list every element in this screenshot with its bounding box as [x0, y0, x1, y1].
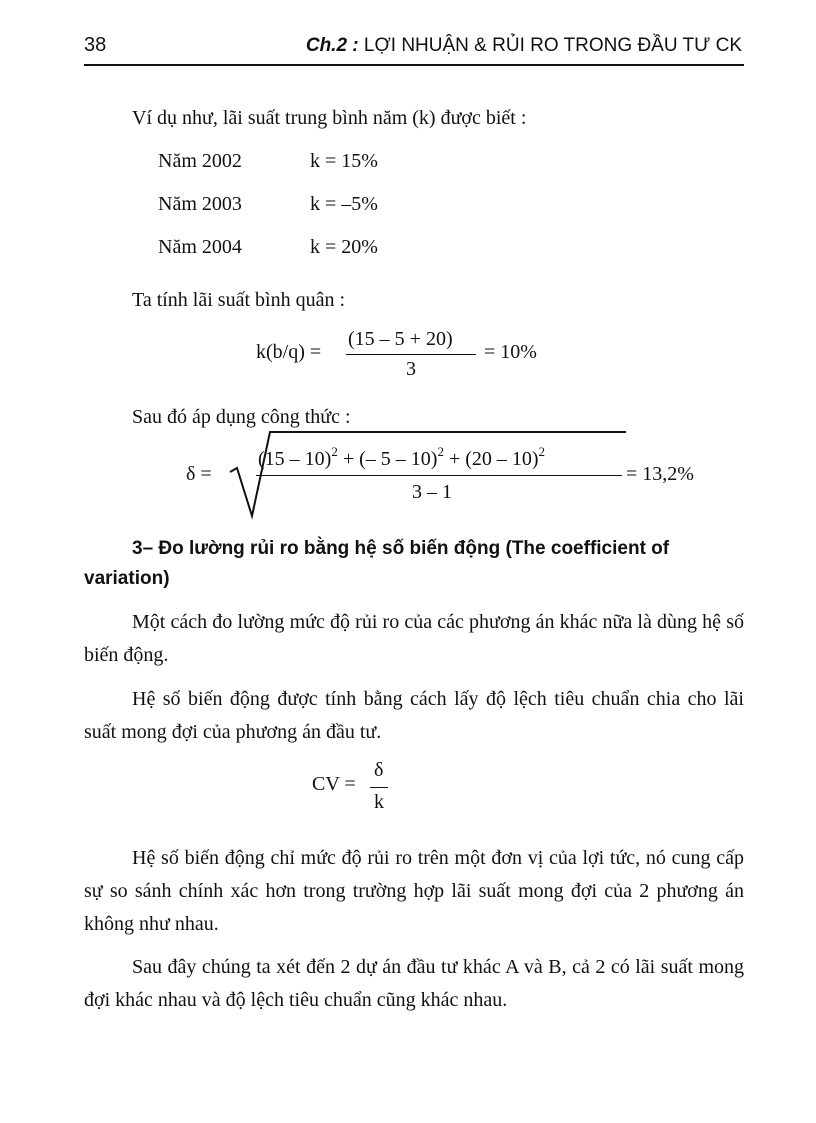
year-label: Năm 2002 — [158, 150, 242, 172]
average-numerator: (15 – 5 + 20) — [348, 328, 453, 350]
year-value: k = 15% — [310, 150, 378, 172]
average-lhs: k(b/q) = — [256, 341, 322, 363]
std-dev-denominator: 3 – 1 — [412, 481, 452, 503]
year-row — [158, 150, 378, 173]
year-value: k = 20% — [310, 236, 378, 258]
square-root-sign — [228, 428, 628, 520]
std-dev-lhs: δ = — [186, 463, 212, 485]
fraction-bar — [256, 475, 622, 476]
average-intro: Ta tính lãi suất bình quân : — [132, 289, 346, 311]
cv-denominator: k — [374, 791, 384, 813]
paragraph: Sau đây chúng ta xét đến 2 dự án đầu tư khác A và B, cả 2 có lãi suất mong đợi khác nhau và độ lệch tiêu chuẩn cũng khác nhau. — [84, 956, 744, 1011]
paragraph: Một cách đo lường mức độ rủi ro của các phương án khác nữa là dùng hệ số biến động. — [84, 611, 744, 666]
chapter-title: LỢI NHUẬN & RỦI RO TRONG ĐẦU TƯ CK — [358, 35, 742, 56]
year-value: k = –5% — [310, 193, 378, 215]
section-heading: 3– Đo lường rủi ro bằng hệ số biến động (The coefficient of variation) — [84, 538, 670, 589]
year-row — [158, 236, 378, 259]
year-label: Năm 2004 — [158, 236, 242, 258]
std-dev-numerator: (15 – 10)$^2$ + (– 5 – 10)$^2$ + (20 – 10)$^2$ — [258, 444, 546, 470]
average-rhs: = 10% — [484, 341, 537, 363]
average-denominator: 3 — [406, 358, 416, 380]
intro-text: Ví dụ như, lãi suất trung bình năm (k) được biết : — [132, 107, 527, 129]
page-header — [84, 34, 744, 66]
chapter-label: Ch.2 : — [305, 35, 359, 56]
year-label: Năm 2003 — [158, 193, 242, 215]
year-row — [158, 193, 378, 216]
cv-numerator: δ — [374, 759, 384, 781]
page-number: 38 — [84, 34, 107, 56]
running-title — [306, 35, 742, 57]
std-dev-rhs: = 13,2% — [626, 463, 694, 485]
paragraph: Hệ số biến động được tính bằng cách lấy độ lệch tiêu chuẩn chia cho lãi suất mong đợi của phương án đầu tư. — [84, 688, 744, 743]
cv-lhs: CV = — [312, 773, 356, 795]
paragraph: Hệ số biến động chỉ mức độ rủi ro trên một đơn vị của lợi tức, nó cung cấp sự so sánh chính xác hơn trong trường hợp lãi suất mong đợi của 2 phương án không như nhau. — [84, 847, 744, 935]
fraction-bar — [370, 787, 388, 788]
fraction-bar — [346, 354, 476, 355]
apply-text: Sau đó áp dụng công thức : — [132, 406, 351, 428]
